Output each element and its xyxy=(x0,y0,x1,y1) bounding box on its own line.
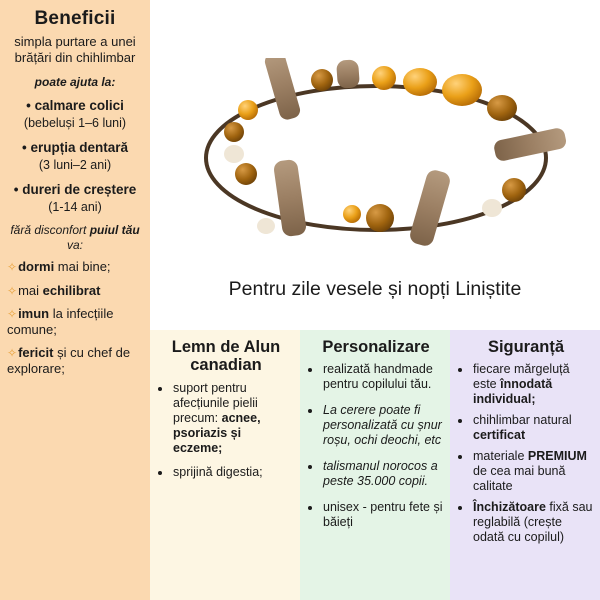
list-item xyxy=(472,362,593,407)
sparkle-icon: ✧ xyxy=(7,283,18,298)
benefit-item-3: • dureri de creștere xyxy=(13,181,137,197)
list-item xyxy=(322,459,443,489)
list-item xyxy=(322,500,443,530)
outcome-item-1-bold: dormi xyxy=(18,259,55,275)
sparkle-icon: ✧ xyxy=(7,307,18,322)
outcome-item-1 xyxy=(5,259,145,275)
benefit-item-1: • calmare colici xyxy=(26,98,124,114)
benefit-item-2: • erupția dentară xyxy=(21,139,128,155)
benefits-panel xyxy=(0,0,150,600)
list-item-text: fixă sau reglabilă (crește odată cu copilul) xyxy=(473,500,593,545)
list-item-text: realizată handmade pentru copilului tău. xyxy=(323,362,433,392)
hero-section xyxy=(150,0,600,330)
benefits-footer-prefix: fără disconfort xyxy=(10,223,90,238)
list-item xyxy=(172,465,293,480)
list-item xyxy=(472,449,593,494)
sparkle-icon: ✧ xyxy=(7,346,18,361)
card-personalizare-title: Personalizare xyxy=(322,338,430,356)
outcome-item-4-bold: fericit xyxy=(18,345,54,361)
outcome-item-2-bold: echilibrat xyxy=(42,282,101,298)
outcome-item-3-rest: la infecțiile comune; xyxy=(7,306,114,337)
list-item-text: talismanul norocos a peste 35.000 copii. xyxy=(323,459,438,489)
list-item xyxy=(472,413,593,443)
outcome-item-4 xyxy=(5,345,145,376)
list-item-emphasis: acnee, psoriazis și eczeme; xyxy=(173,410,261,455)
benefits-lead: poate ajuta la: xyxy=(34,75,116,90)
benefit-item-1-label: calmare colici xyxy=(34,98,124,114)
outcome-item-4-rest: și cu chef de explorare; xyxy=(7,345,131,377)
list-item-text: materiale xyxy=(473,449,528,464)
card-siguranta-list xyxy=(459,362,593,545)
card-hazel-title: Lemn de Alun canadian xyxy=(171,338,281,375)
sparkle-icon: ✧ xyxy=(7,260,18,275)
benefits-footer-bold: puiul tău xyxy=(89,223,140,238)
list-item-text: unisex - pentru fete și băieți xyxy=(323,500,443,530)
list-item-text: chihlimbar natural xyxy=(473,413,572,428)
card-siguranta-title: Siguranță xyxy=(487,338,565,356)
list-item-text: La cerere poate fi personalizată cu șnur roșu, ochi deochi, etc xyxy=(323,403,442,448)
list-item-emphasis: certificat xyxy=(473,428,526,443)
card-personalizare-list xyxy=(309,362,443,530)
hero-tagline: Pentru zile vesele și nopți Liniștite xyxy=(228,278,522,300)
list-item-text: fiecare mărgeluță este xyxy=(473,362,570,392)
list-item xyxy=(322,362,443,392)
list-item-text: sprijină digestia; xyxy=(173,464,263,479)
list-item-emphasis: înnodată individual; xyxy=(473,377,553,407)
outcome-item-1-rest: mai bine; xyxy=(54,259,111,275)
list-item xyxy=(172,381,293,456)
card-personalizare xyxy=(300,330,450,600)
outcome-item-2 xyxy=(5,283,145,299)
amber-hazel-bracelet-photo xyxy=(162,58,590,258)
benefits-footer-suffix: va: xyxy=(66,237,83,252)
list-item xyxy=(322,403,443,448)
benefit-item-3-sub: (1-14 ani) xyxy=(48,199,102,214)
feature-cards xyxy=(150,330,600,600)
benefit-item-3-label: dureri de creștere xyxy=(22,181,137,197)
benefits-intro: simpla purtare a unei brățări din chihlimbar xyxy=(14,34,136,66)
benefits-title: Beneficii xyxy=(34,8,116,29)
benefits-footer xyxy=(5,223,145,252)
outcome-item-3 xyxy=(5,306,145,337)
card-hazel xyxy=(150,330,300,600)
list-item-text-2: de cea mai bună calitate xyxy=(473,464,566,494)
outcome-item-3-bold: imun xyxy=(18,306,50,322)
card-siguranta xyxy=(450,330,600,600)
list-item-emphasis: Închizătoare xyxy=(473,500,546,515)
benefit-item-2-label: erupția dentară xyxy=(30,139,128,155)
outcome-item-2-pre: mai xyxy=(18,282,43,298)
list-item xyxy=(472,500,593,545)
list-item-text: suport pentru afecțiunile pielii precum: xyxy=(173,380,258,425)
benefit-item-1-sub: (bebeluși 1–6 luni) xyxy=(23,116,127,131)
card-hazel-list xyxy=(159,381,293,480)
list-item-emphasis: PREMIUM xyxy=(527,449,587,464)
benefit-item-2-sub: (3 luni–2 ani) xyxy=(38,157,112,172)
